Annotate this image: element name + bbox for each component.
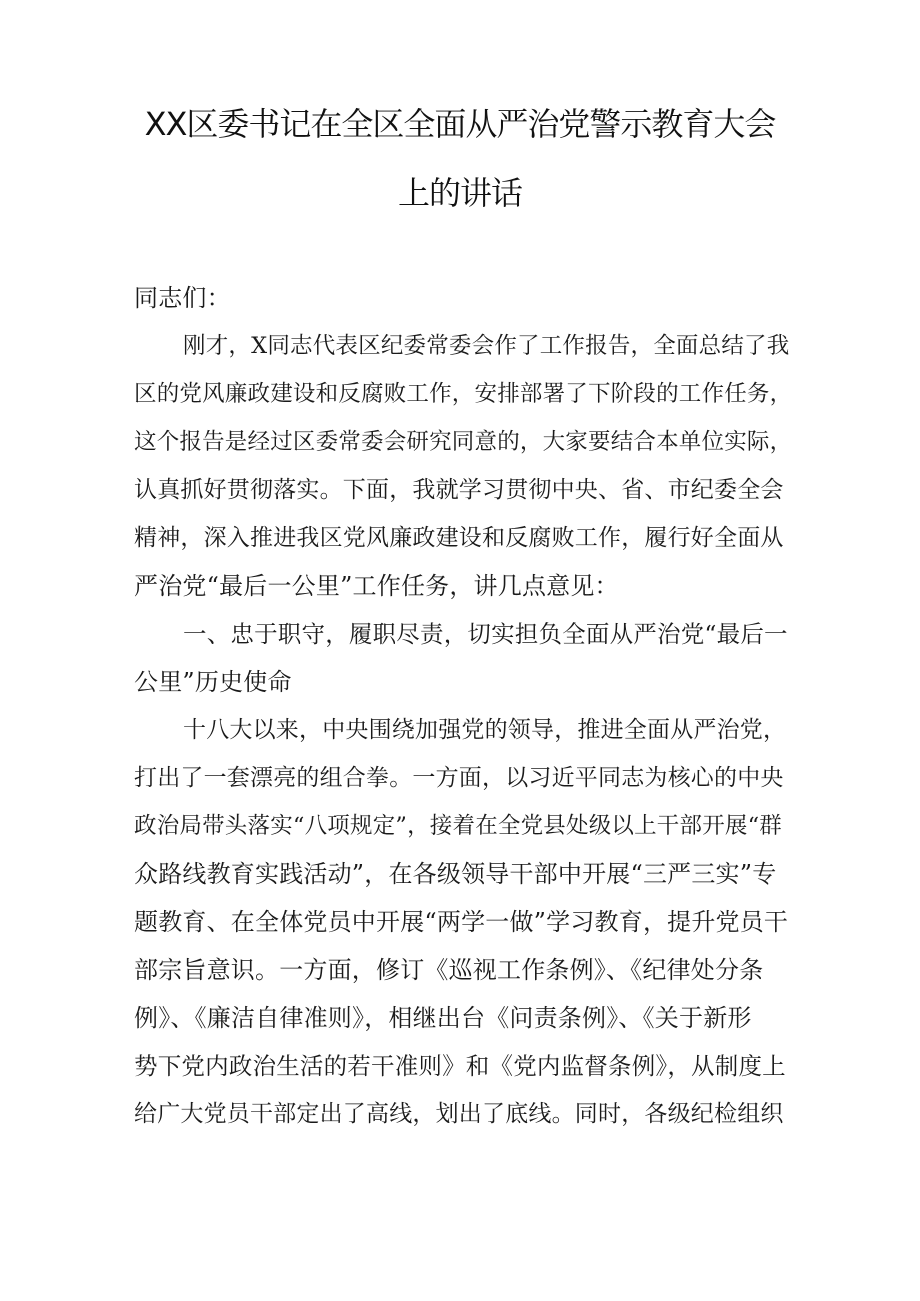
salutation: 同志们： [134, 284, 231, 312]
paragraph-1-line-2: 区的党风廉政建设和反腐败工作，安排部署了下阶段的工作任务， [134, 381, 793, 407]
paragraph-1-line-5: 精神，深入推进我区党风廉政建设和反腐败工作，履行好全面从 [134, 525, 784, 551]
paragraph-2-line-8: 势下党内政治生活的若干准则》和《党内监督条例》，从制度上 [134, 1052, 786, 1080]
title-line-2: 上的讲话 [397, 174, 522, 212]
paragraph-1-line-3: 这个报告是经过区委常委会研究同意的，大家要结合本单位实际， [134, 429, 793, 455]
section-heading-line-1: 一、忠于职守，履职尽责，切实担负全面从严治党“最后一 [183, 620, 788, 648]
paragraph-1-line-6: 严治党“最后一公里”工作任务，讲几点意见： [134, 572, 619, 600]
paragraph-1-line-1: 刚才，X同志代表区纪委常委会作了工作报告，全面总结了我 [183, 333, 790, 359]
title-line-1: XX区委书记在全区全面从严治党警示教育大会 [144, 105, 776, 143]
paragraph-2-line-4: 众路线教育实践活动”，在各级领导干部中开展“三严三实”专 [134, 860, 777, 888]
paragraph-2-line-5: 题教育、在全体党员中开展“两学一做”学习教育，提升党员干 [134, 908, 789, 936]
paragraph-2-line-1: 十八大以来，中央围绕加强党的领导，推进全面从严治党， [183, 717, 787, 743]
paragraph-2-line-7: 例》、《廉洁自律准则》，相继出台《问责条例》、《关于新形 [134, 1004, 752, 1032]
paragraph-2-line-3: 政治局带头落实“八项规定”，接着在全党县处级以上干部开展“群 [134, 813, 783, 839]
paragraph-1-line-4: 认真抓好贯彻落实。下面，我就学习贯彻中央、省、市纪委全会 [134, 477, 784, 503]
paragraph-2-line-6: 部宗旨意识。一方面，修订《巡视工作条例》、《纪律处分条 [134, 956, 764, 984]
paragraph-2-line-9: 给广大党员干部定出了高线，划出了底线。同时，各级纪检组织 [134, 1101, 784, 1127]
section-heading-line-2: 公里”历史使命 [134, 668, 292, 696]
paragraph-2-line-2: 打出了一套漂亮的组合拳。一方面，以习近平同志为核心的中央 [134, 765, 784, 791]
